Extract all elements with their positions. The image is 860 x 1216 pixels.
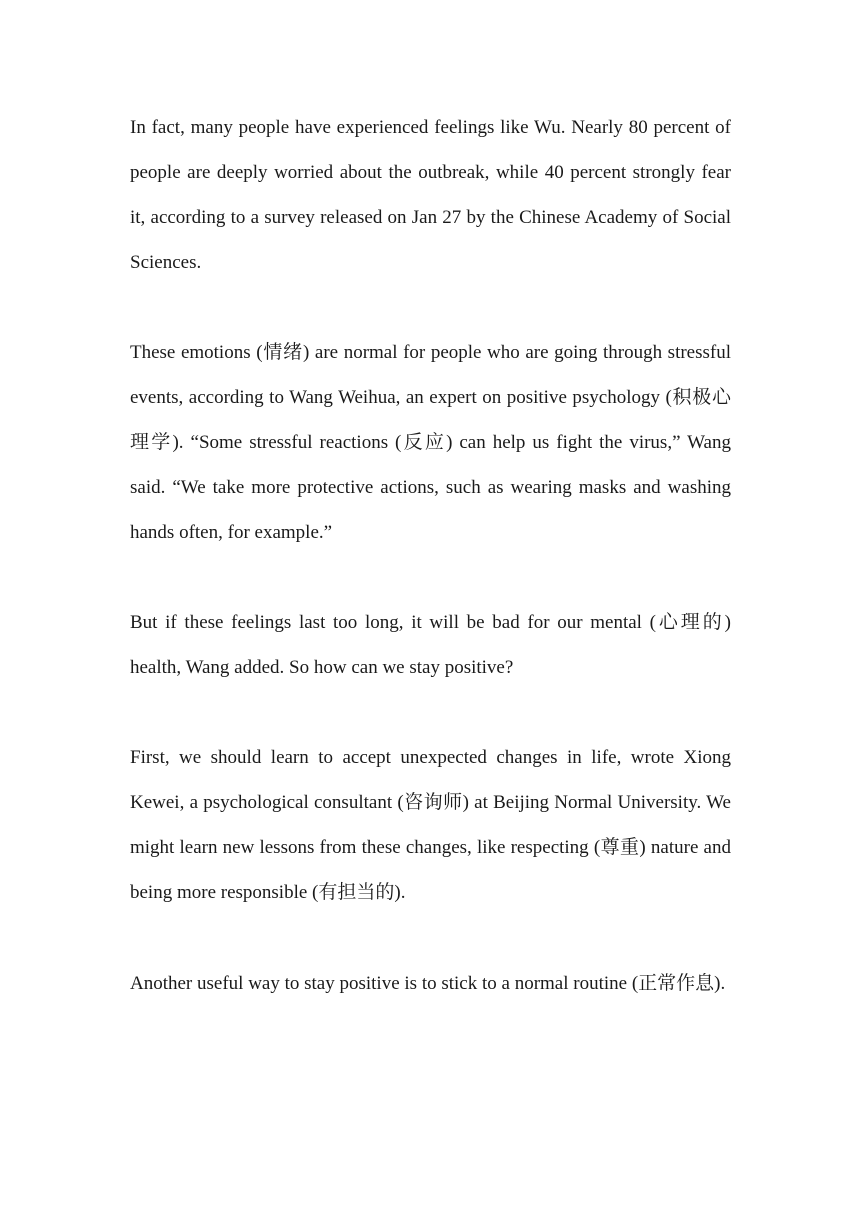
paragraph-mental-health: But if these feelings last too long, it will be bad for our mental (心理的) health, Wang added. So how can we stay positive? xyxy=(130,612,731,678)
paragraph-accept-changes: First, we should learn to accept unexpected changes in life, wrote Xiong Kewei, a psychological consultant (咨询师) at Beijing Normal University. We might learn new lessons from these changes, like respecting (尊重) nature and being more responsible (有担当的). xyxy=(130,747,731,903)
paragraph-routine: Another useful way to stay positive is to stick to a normal routine (正常作息). xyxy=(130,973,726,994)
paragraph-emotions: These emotions (情绪) are normal for people who are going through stressful events, according to Wang Weihua, an expert on positive psychology (积极心理学). “Some stressful reactions (反应) can help us fight the virus,” Wang said. “We take more protective actions, such as wearing masks and washing hands often, for example.” xyxy=(130,342,731,543)
paragraph-survey: In fact, many people have experienced feelings like Wu. Nearly 80 percent of people are deeply worried about the outbreak, while 40 percent strongly fear it, according to a survey released on Jan 27 by the Chinese Academy of Social Sciences. xyxy=(130,117,731,273)
